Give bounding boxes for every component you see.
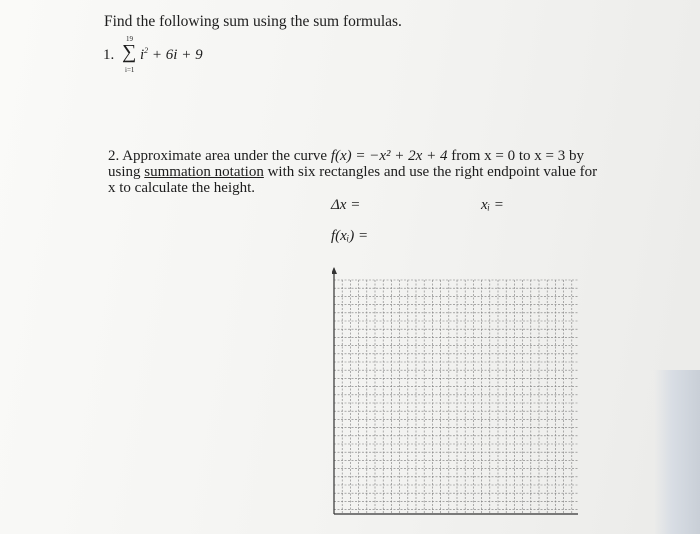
f-xi-label: f(xᵢ) = [331, 228, 369, 244]
problem-2-using: using [108, 164, 141, 180]
summation-notation-underlined: summation notation [144, 164, 264, 180]
problem-1-number: 1. [103, 47, 115, 63]
graph-grid-svg [332, 266, 580, 516]
problem-2-line-3: x to calculate the height. [108, 180, 256, 196]
instructions-heading: Find the following sum using the sum formulas. [104, 13, 402, 30]
curve-function: f(x) = −x² + 2x + 4 [330, 148, 448, 164]
page-edge-shadow [654, 370, 700, 534]
xi-label: xᵢ = [481, 197, 504, 213]
summand-base: i [140, 47, 145, 63]
summand [140, 46, 203, 64]
problem-2-line-1 [108, 148, 584, 165]
problem-2-line-2 [108, 164, 597, 181]
sum-lower-limit: i=1 [125, 66, 135, 74]
problem-2-intro: Approximate area under the curve [122, 148, 328, 164]
problem-2-interval: from x = 0 to x = 3 by [451, 148, 584, 164]
sum-upper-limit: 19 [126, 35, 133, 43]
problem-2-rectangles: with six rectangles and use the right endpoint value for [267, 164, 598, 180]
problem-2-number: 2. [108, 148, 120, 164]
delta-x-label: Δx = [331, 197, 361, 213]
summand-rest: + 6i + 9 [148, 47, 203, 63]
summand-exponent: 2 [144, 46, 149, 55]
graph-paper-grid [332, 266, 580, 516]
sigma-symbol: ∑ [122, 41, 137, 63]
